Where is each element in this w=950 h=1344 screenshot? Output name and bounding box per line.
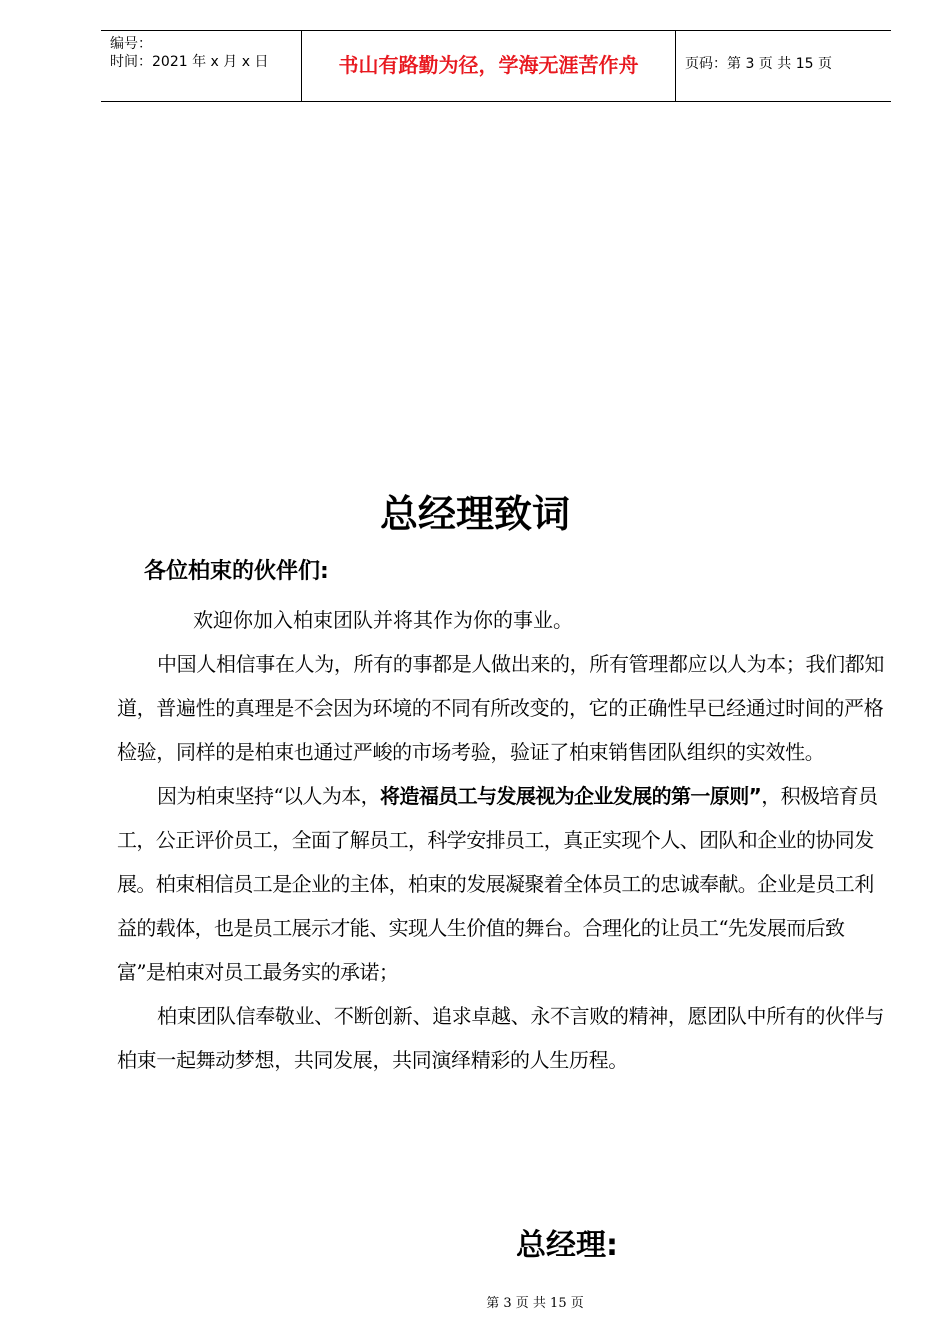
paragraph-principle-prefix: 因为柏束坚持“以人为本， (157, 784, 381, 808)
header-motto-cell (302, 31, 676, 101)
header-motto: 书山有路勤为径，学海无涯苦作舟 (338, 52, 639, 77)
page-footer: 第 3 页 共 15 页 (486, 1296, 584, 1311)
greeting: 各位柏束的伙伴们: (144, 559, 329, 584)
document-time-label: 时间：2021 年 x 月 x 日 (110, 54, 269, 70)
header-meta-cell (101, 31, 302, 101)
paragraph-team-spirit: 柏束团队信奉敬业、不断创新、追求卓越、永不言败的精神，愿团队中所有的伙伴与柏束一起舞动梦想，共同发展，共同演绎精彩的人生历程。 (117, 1004, 885, 1072)
signature-label: 总经理: (516, 1228, 618, 1263)
paragraph-principle-suffix: ，积极培育员工，公正评价员工，全面了解员工，科学安排员工，真正实现个人、团队和企业的协同发展。柏束相信员工是企业的主体，柏束的发展凝聚着全体员工的忠诚奉献。企业是员工利益的载体，也是员工展示才能、实现人生价值的舞台。合理化的让员工“先发展而后致富”是柏束对员工最务实的承诺； (117, 784, 878, 984)
paragraph-people-oriented: 中国人相信事在人为，所有的事都是人做出来的，所有管理都应以人为本；我们都知道，普遍性的真理是不会因为环境的不同有所改变的，它的正确性早已经通过时间的严格检验，同样的是柏束也通过严峻的市场考验，验证了柏束销售团队组织的实效性。 (117, 652, 885, 764)
page-header (101, 30, 891, 102)
document-title: 总经理致词 (379, 492, 570, 536)
header-page-info: 页码：第 3 页 共 15 页 (685, 56, 832, 72)
header-page-cell (676, 31, 891, 101)
document-number-label: 编号： (110, 36, 152, 52)
paragraph-principle-emphasis: 将造福员工与发展视为企业发展的第一原则” (380, 784, 762, 808)
paragraph-welcome: 欢迎你加入柏束团队并将其作为你的事业。 (193, 608, 573, 632)
paragraph-principle (117, 774, 887, 994)
document-body (117, 598, 887, 1082)
